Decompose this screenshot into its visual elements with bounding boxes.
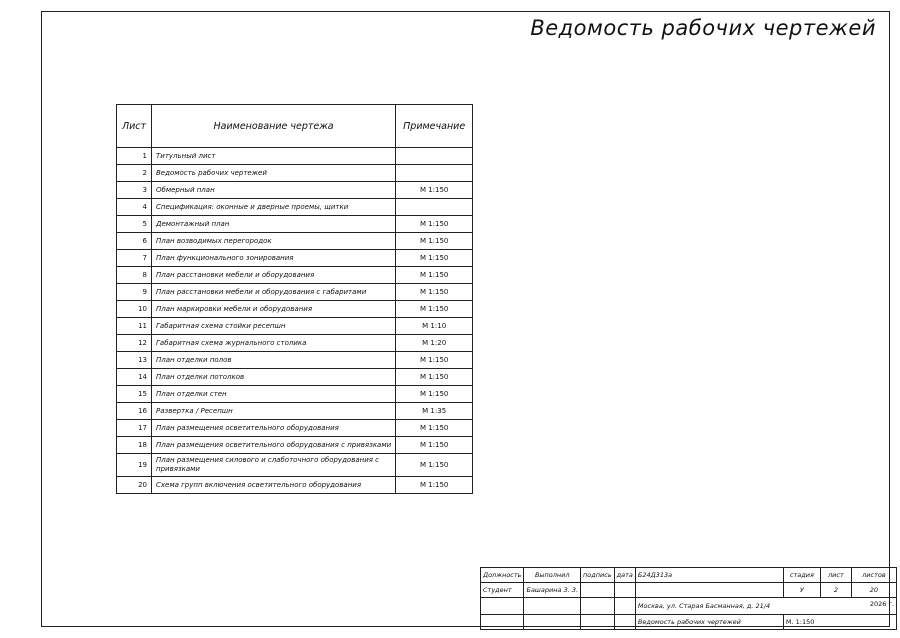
sheet-number: 12 [117,335,152,352]
stamp-empty [635,583,783,598]
drawing-name: План отделки потолков [152,369,396,386]
stamp-sheet-label: лист [820,568,851,583]
sheet-number: 18 [117,437,152,454]
drawing-name: Габаритная схема журнального столика [152,335,396,352]
stamp-signature [581,583,615,598]
drawing-note: М 1:35 [396,403,473,420]
stamp-performed-label: Выполнил [524,568,581,583]
table-row [117,284,473,301]
table-row [117,477,473,494]
sheet-number: 8 [117,267,152,284]
sheet-number: 2 [117,165,152,182]
stamp-scale: М. 1:150 [783,615,896,630]
drawing-note: М 1:150 [396,454,473,477]
stamp-header-row [481,568,897,583]
drawing-note: М 1:150 [396,267,473,284]
sheet-number: 6 [117,233,152,250]
table-row [117,403,473,420]
drawing-name: Ведомость рабочих чертежей [152,165,396,182]
drawing-note: М 1:150 [396,477,473,494]
drawing-name: План расстановки мебели и оборудования [152,267,396,284]
drawing-name: Габаритная схема стойки ресепшн [152,318,396,335]
drawing-name: План отделки полов [152,352,396,369]
drawing-name: План расстановки мебели и оборудования с габаритами [152,284,396,301]
stamp-blank [614,598,635,615]
drawing-note: М 1:20 [396,335,473,352]
drawing-note: М 1:150 [396,369,473,386]
stamp-position-label: Должность [481,568,524,583]
table-row [117,165,473,182]
stamp-stage-label: стадия [783,568,820,583]
header-sheet: Лист [117,105,152,148]
stamp-sheets: 20 [851,583,896,598]
stamp-blank [481,615,524,630]
sheet-number: 17 [117,420,152,437]
title-block [480,567,897,630]
sheet-number: 9 [117,284,152,301]
drawing-note: М 1:150 [396,437,473,454]
drawing-name: Спецификация: оконные и дверные проемы, щитки [152,199,396,216]
stamp-date [614,583,635,598]
sheet-number: 1 [117,148,152,165]
table-row [117,386,473,403]
drawing-name: План отделки стен [152,386,396,403]
drawing-name: План размещения осветительного оборудования с привязками [152,437,396,454]
stamp-stage: У [783,583,820,598]
table-row [117,216,473,233]
drawing-note: М 1:150 [396,233,473,250]
drawing-note [396,165,473,182]
drawing-note: М 1:150 [396,182,473,199]
sheet-number: 20 [117,477,152,494]
sheet-list-table [116,104,473,494]
table-row [117,182,473,199]
table-row [117,352,473,369]
drawing-name: План размещения осветительного оборудования [152,420,396,437]
table-row [117,420,473,437]
table-row [117,318,473,335]
drawing-note: М 1:150 [396,352,473,369]
stamp-blank [614,615,635,630]
table-row [117,199,473,216]
sheet-number: 7 [117,250,152,267]
drawing-name: План маркировки мебели и оборудования [152,301,396,318]
sheet-number: 11 [117,318,152,335]
drawing-name: Титульный лист [152,148,396,165]
table-row [117,148,473,165]
stamp-blank [581,598,615,615]
stamp-performer: Башарина З. З. [524,583,581,598]
sheet-number: 16 [117,403,152,420]
drawing-name: Схема групп включения осветительного оборудования [152,477,396,494]
table-row [117,233,473,250]
table-body [117,148,473,494]
stamp-address: Москва, ул. Старая Басманная, д. 21/4 [637,602,771,610]
drawing-note [396,199,473,216]
drawing-name: Развертка / Ресепшн [152,403,396,420]
stamp-blank [481,598,524,615]
drawing-note: М 1:10 [396,318,473,335]
sheet-number: 10 [117,301,152,318]
drawing-name: План возводимых перегородок [152,233,396,250]
sheet-number: 14 [117,369,152,386]
drawing-note: М 1:150 [396,420,473,437]
sheet-number: 5 [117,216,152,233]
drawing-note: М 1:150 [396,284,473,301]
sheet-number: 4 [117,199,152,216]
table-row [117,369,473,386]
header-name: Наименование чертежа [152,105,396,148]
stamp-year: 2026 г. [869,600,894,608]
sheet-number: 3 [117,182,152,199]
table-row [117,437,473,454]
drawing-note [396,148,473,165]
drawing-name: План функционального зонирования [152,250,396,267]
stamp-address-row [481,598,897,615]
stamp-position: Студент [481,583,524,598]
stamp-blank [524,615,581,630]
stamp-date-label: дата [614,568,635,583]
table-row [117,301,473,318]
drawing-name: План размещения силового и слаботочного оборудования с привязками [152,454,396,477]
drawing-name: Обмерный план [152,182,396,199]
table-row [117,250,473,267]
stamp-author-row [481,583,897,598]
header-note: Примечание [396,105,473,148]
stamp-signature-label: подпись [581,568,615,583]
sheet-number: 19 [117,454,152,477]
stamp-code: Б24Д313а [635,568,783,583]
sheet-number: 13 [117,352,152,369]
stamp-title-row [481,615,897,630]
drawing-note: М 1:150 [396,386,473,403]
drawing-note: М 1:150 [396,250,473,267]
page-title: Ведомость рабочих чертежей [530,16,876,40]
table-row [117,267,473,284]
table-row [117,335,473,352]
stamp-address-cell [635,598,896,615]
table-header-row [117,105,473,148]
stamp-doc-title: Ведомость рабочих чертежей [635,615,783,630]
drawing-name: Демонтажный план [152,216,396,233]
sheet-number: 15 [117,386,152,403]
stamp-sheet: 2 [820,583,851,598]
drawing-note: М 1:150 [396,301,473,318]
stamp-blank [581,615,615,630]
stamp-sheets-label: листов [851,568,896,583]
drawing-note: М 1:150 [396,216,473,233]
table-row [117,454,473,477]
stamp-blank [524,598,581,615]
